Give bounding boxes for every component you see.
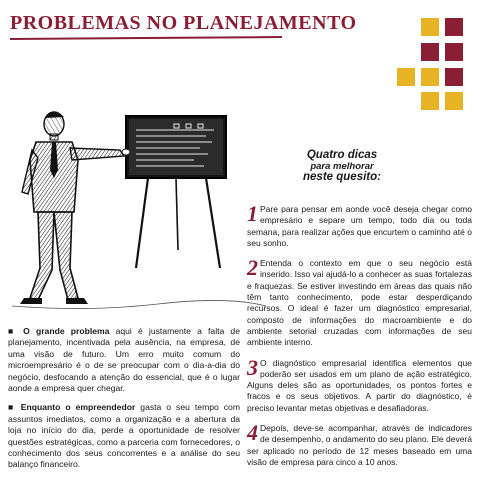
meanwhile-text: gasta o seu tempo com assuntos imediatos, como a organização e a abertura da loja no início do dia, perde a oportunidade de resolver questões estratégicas, como a parceria com fornecedores, o conhecimento dos seus concorrentes e a análise do seu balanço financeiro. [8, 402, 240, 470]
businessman-figure [20, 112, 130, 304]
left-column-text [8, 326, 240, 479]
square-dark-4 [445, 68, 463, 86]
chalkboard [126, 116, 226, 268]
problem-lead: O grande problema [23, 326, 110, 336]
decorative-squares [0, 0, 481, 110]
page-title: PROBLEMAS NO PLANEJAMENTO [10, 12, 357, 34]
tip-number: 4 [247, 420, 258, 446]
square-gold-4 [421, 92, 439, 110]
square-gold-5 [445, 92, 463, 110]
tip-number: 1 [247, 201, 258, 226]
dicas-heading [292, 150, 392, 183]
tip-text: Pare para pensar em aonde você deseja chegar como empresário e separe um tempo, todo dia ou toda semana, para realizar ações que encurtem o caminho até o seu sonho. [247, 204, 472, 248]
problem-paragraph [8, 326, 240, 394]
problem-text: aqui é justamente a falta de planejamento, incentivada pela ausência, na empresa, de uma visão de futuro. Um erro muito comum do microempresário é o de se preocupar com o dia-a-dia do negócio, desfocando a atenção do essencial, que é o lugar aonde a empresa quer chegar. [8, 326, 240, 394]
tip-item [247, 354, 472, 414]
tip-text: Entenda o contexto em que o seu negócio está inserido. Isso vai ajudá-lo a conhecer as suas fortalezas e fraquezas. Se estiver investindo em áreas das quais não têm tanto conhecimento, pode estar desperdiçando recursos. O ideal é fazer um diagnóstico empresarial, composto de informações do macroambiente e do ambiente setorial cruzadas com informações de seu ambiente interno. [247, 258, 472, 348]
tip-number: 3 [247, 354, 258, 380]
dicas-heading-line1: Quatro dicas [306, 149, 378, 161]
square-dark-3 [445, 43, 463, 61]
square-gold-2 [397, 68, 415, 86]
square-dark-1 [445, 18, 463, 36]
tip-item [247, 201, 472, 249]
tip-item [247, 255, 472, 348]
square-gold-1 [421, 18, 439, 36]
businessman-presentation-illustration [8, 100, 270, 325]
square-dark-2 [421, 43, 439, 61]
dicas-heading-line2: para melhorar [310, 161, 374, 172]
meanwhile-lead: Enquanto o empreendedor [20, 402, 136, 413]
bullet-dot: ■ [8, 402, 21, 413]
tips-list [247, 201, 472, 477]
dicas-heading-line3: neste quesito: [303, 171, 381, 183]
tip-text: Depois, deve-se acompanhar, através de indicadores de desempenho, o andamento do seu plano. Ele deverá ser aplicado no período de 12 meses baseado em uma visão de empresa para cinco a 10 anos. [247, 423, 472, 467]
tip-item [247, 420, 472, 468]
tip-text: O diagnóstico empresarial identifica elementos que poderão ser usados em um plano de ação estratégico. Alguns deles são as oportunidades, os pontos fortes e fracos e os seus objetivos. A partir do diagnóstico, é preciso levantar metas objetivas e desafiadoras. [247, 357, 472, 413]
square-gold-3 [421, 68, 439, 86]
meanwhile-paragraph [8, 402, 240, 470]
bullet-dot: ■ [8, 326, 24, 336]
tip-number: 2 [247, 255, 258, 281]
